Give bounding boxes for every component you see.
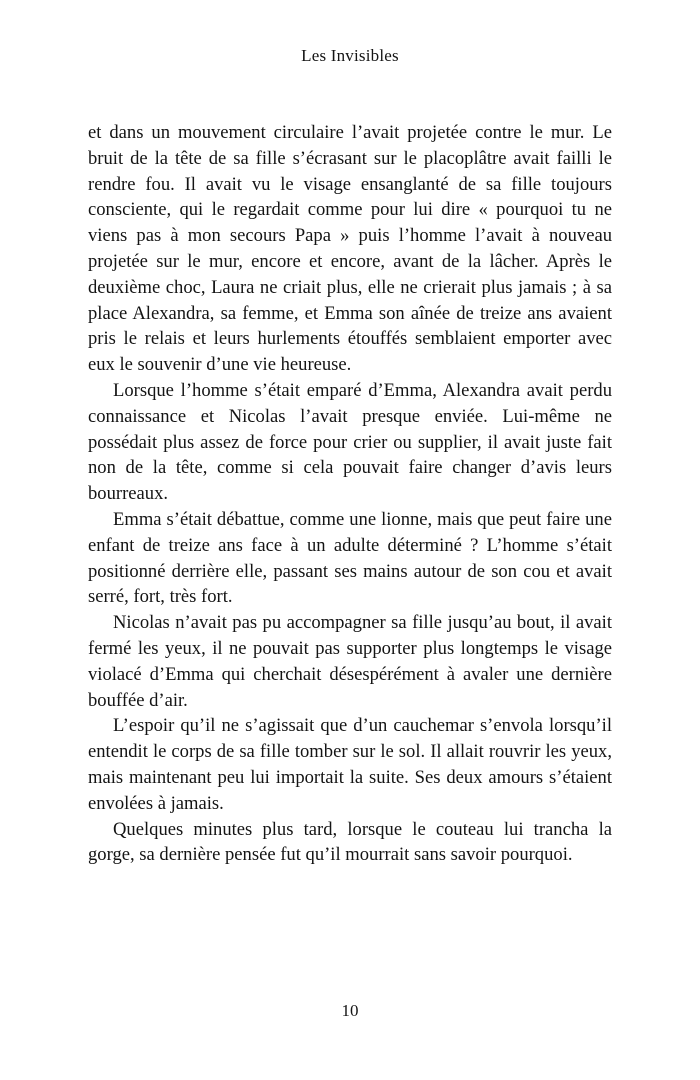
paragraph: Nicolas n’avait pas pu accompagner sa fille jusqu’au bout, il avait fermé les yeux, il ne pouvait pas supporter plus longtemps le visage violacé d’Emma qui cherchait désespérément à avaler une dernière bouffée d’air.	[88, 612, 612, 711]
page-number: 10	[341, 1001, 359, 1020]
paragraph: L’espoir qu’il ne s’agissait que d’un cauchemar s’envola lorsqu’il entendit le corps de sa fille tomber sur le sol. Il allait rouvrir les yeux, mais maintenant peu lui importait la suite. Ses deux amours s’étaient envolées à jamais.	[88, 715, 612, 814]
paragraph: Lorsque l’homme s’était emparé d’Emma, Alexandra avait perdu connaissance et Nicolas l’avait presque enviée. Lui-même ne possédait plus assez de force pour crier ou supplier, il avait juste fait non de la tête, comme si cela pouvait faire changer d’avis leurs bourreaux.	[88, 379, 612, 505]
body-text	[88, 120, 612, 868]
paragraph: Emma s’était débattue, comme une lionne, mais que peut faire une enfant de treize ans face à un adulte déterminé ? L’homme s’était positionné derrière elle, passant ses mains autour de son cou et avait serré, fort, très fort.	[88, 508, 612, 608]
paragraph: Quelques minutes plus tard, lorsque le couteau lui trancha la gorge, sa dernière pensée fut qu’il mourrait sans savoir pourquoi.	[88, 818, 612, 866]
paragraph: et dans un mouvement circulaire l’avait projetée contre le mur. Le bruit de la tête de sa fille s’écrasant sur le placoplâtre avait failli le rendre fou. Il avait vu le visage ensanglanté de sa fille toujours consciente, qui le regardait comme pour lui dire « pourquoi tu ne viens pas à mon secours Papa » puis l’homme l’avait à nouveau projetée sur le mur, encore et encore, avant de la lâcher. Après le deuxième choc, Laura ne criait plus, elle ne crierait plus jamais ; à sa place Alexandra, sa femme, et Emma son aînée de treize ans avaient pris le relais et leurs hurlements étouffés semblaient emporter avec eux le souvenir d’une vie heureuse.	[88, 122, 612, 376]
running-header-title: Les Invisibles	[301, 46, 399, 65]
